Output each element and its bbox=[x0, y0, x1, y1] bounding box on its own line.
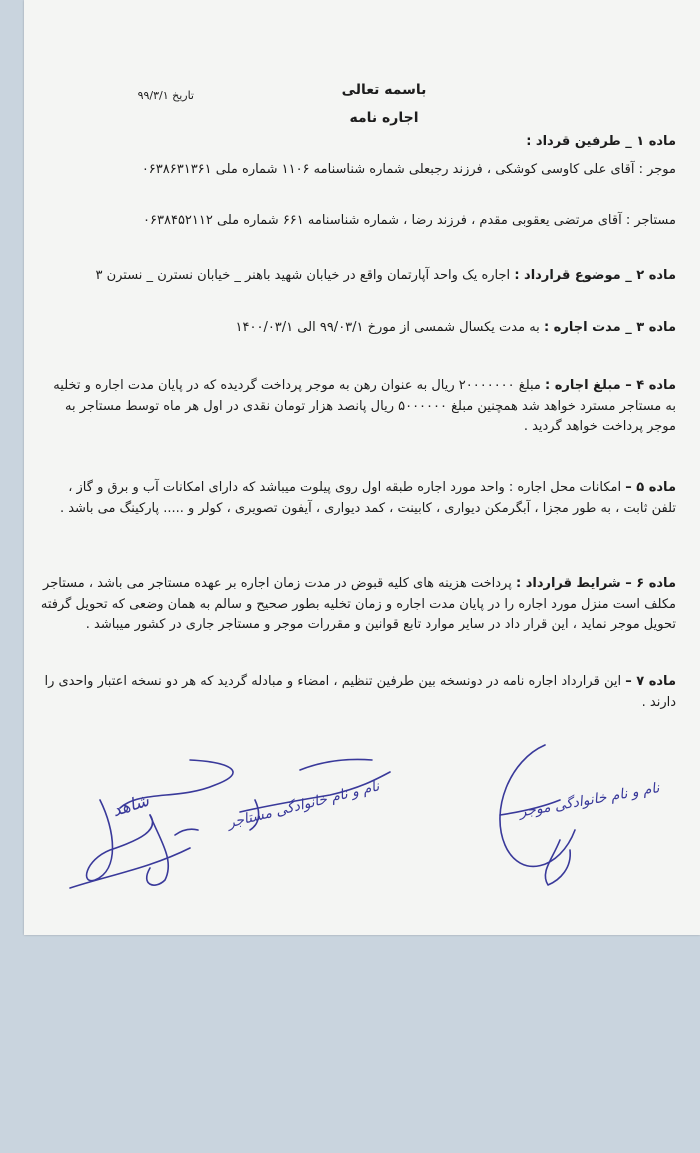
article-2 bbox=[40, 266, 676, 287]
article-6-text: پرداخت هزینه های کلیه قبوض در مدت زمان اجاره بر عهده مستاجر می باشد ، مستاجر مکلف است منزل مورد اجاره را در پایان مدت اجاره و زمان تخلیه بطور صحیح و سالم به همان وضعی که تحویل گرفته تحویل موجر نماید ، این قرار داد در سایر موارد تابع قوانین و مقررات موجر و مستاجر جاری در کشور میباشد . bbox=[40, 576, 676, 632]
article-6 bbox=[40, 574, 676, 636]
article-7-label: ماده ۷ – bbox=[625, 674, 676, 689]
article-4-text: مبلغ ۲۰۰۰۰۰۰۰ ریال به عنوان رهن به موجر پرداخت گردیده که در پایان مدت اجاره و تخلیه به مستاجر مسترد خواهد شد همچنین مبلغ ۵۰۰۰۰۰۰ ریال پانصد هزار تومان نقدی در اول هر ماه توسط مستاجر به موجر پرداخت خواهد گردید . bbox=[53, 378, 676, 434]
article-3-label: ماده ۳ _ مدت اجاره : bbox=[543, 320, 676, 335]
article-7-text: این قرارداد اجاره نامه در دونسخه بین طرفین تنظیم ، امضاء و مبادله گردید که هر دو نسخه اعتبار واحدی را دارند . bbox=[44, 674, 676, 710]
document-date: تاریخ ۹۹/۳/۱ bbox=[137, 89, 194, 102]
article-2-text: اجاره یک واحد آپارتمان واقع در خیابان شهید باهنر _ خیابان نسترن _ نسترن ۳ bbox=[95, 268, 511, 283]
landlord-name-label: نام و نام خانوادگی موجر bbox=[518, 780, 661, 821]
article-7 bbox=[40, 672, 676, 713]
article-5-text: امکانات محل اجاره : واحد مورد اجاره طبقه اول روی پیلوت میباشد که دارای امکانات آب و برق و گاز ، تلفن ثابت ، به طور مجزا ، آبگرمکن دیواری ، کابینت ، کمد دیواری ، آیفون تصویری ، کولر و ..... پارکینگ می باشد . bbox=[59, 480, 676, 516]
article-1-tenant: مستاجر : آقای مرتضی یعقوبی مقدم ، فرزند رضا ، شماره شناسنامه ۶۶۱ شماره ملی ۰۶۳۸۴۵۲۱۱۲ bbox=[143, 213, 676, 228]
article-1-landlord: موجر : آقای علی کاوسی کوشکی ، فرزند رجبعلی شماره شناسنامه ۱۱۰۶ شماره ملی ۰۶۳۸۶۳۱۳۶۱ bbox=[141, 162, 676, 177]
document-heading: باسمه تعالی bbox=[341, 82, 427, 98]
article-5 bbox=[40, 478, 676, 519]
tenant-name-label: نام و نام خانوادگی مستاجر bbox=[226, 778, 381, 832]
article-6-label: ماده ۶ – شرایط قرارداد : bbox=[515, 576, 676, 591]
article-3-text: به مدت یکسال شمسی از مورخ ۹۹/۰۳/۱ الی ۱۴۰۰/۰۳/۱ bbox=[235, 320, 540, 335]
article-4 bbox=[40, 376, 676, 438]
witness-label: شاهد bbox=[109, 790, 152, 822]
article-5-label: ماده ۵ – bbox=[625, 480, 676, 495]
article-3 bbox=[40, 318, 676, 339]
document-title: اجاره نامه bbox=[349, 110, 419, 126]
article-1-label: ماده ۱ _ طرفین قرداد : bbox=[526, 134, 676, 149]
article-4-label: ماده ۴ – مبلغ اجاره : bbox=[545, 378, 676, 393]
article-2-label: ماده ۲ _ موضوع قرارداد : bbox=[514, 268, 676, 283]
